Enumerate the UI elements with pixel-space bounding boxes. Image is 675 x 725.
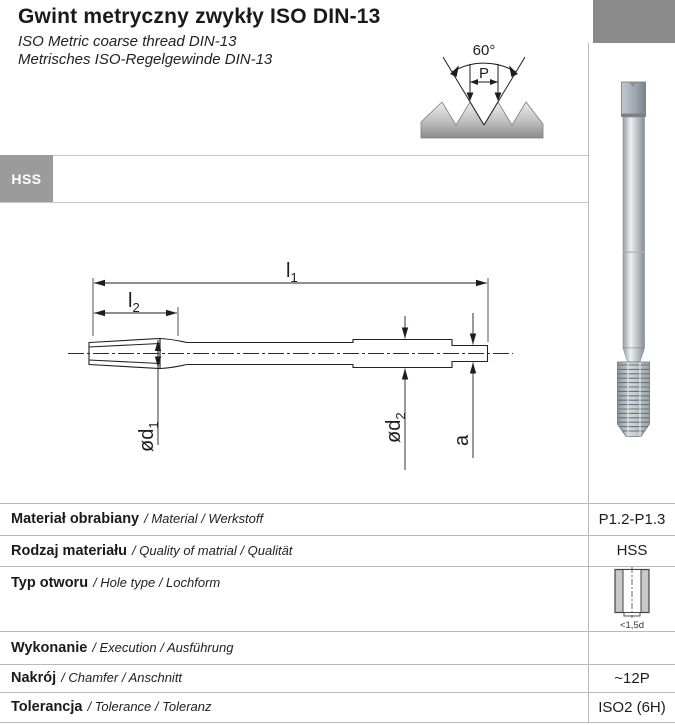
extension-lines bbox=[93, 278, 488, 342]
square-a-label: a bbox=[451, 434, 473, 446]
length-l2-label: $l_2$ bbox=[128, 290, 140, 315]
hss-band-bottom-line bbox=[0, 202, 588, 203]
page-title: Gwint metryczny zwykły ISO DIN-13 bbox=[18, 5, 381, 28]
row-value bbox=[589, 566, 675, 631]
row-label: Wykonanie / Execution / Ausführung bbox=[11, 639, 234, 656]
corner-gray-box bbox=[593, 0, 675, 43]
subtitle-english: ISO Metric coarse thread DIN-13 bbox=[18, 33, 237, 50]
diameter-d1-label: $ød_1$ bbox=[136, 421, 161, 452]
row-label: Rodzaj materiału / Quality of matrial / Qualität bbox=[11, 542, 293, 559]
pitch-label: P bbox=[478, 65, 490, 82]
through-hole-icon bbox=[613, 567, 651, 619]
hole-depth-caption: <1,5d bbox=[619, 619, 645, 631]
subtitle-german: Metrisches ISO-Regelgewinde DIN-13 bbox=[18, 51, 273, 68]
pitch-arrow-out-right bbox=[490, 79, 498, 85]
table-row-chamfer bbox=[0, 664, 675, 692]
tap-collar bbox=[621, 114, 646, 118]
tap-threaded-section bbox=[618, 362, 650, 437]
table-row-quality bbox=[0, 535, 675, 566]
row-label: Materiał obrabiany / Material / Werkstoff bbox=[11, 511, 264, 527]
row-value: P1.2-P1.3 bbox=[598, 510, 666, 528]
row-label: Tolerancja / Tolerance / Toleranz bbox=[11, 699, 212, 715]
hss-band-top-line bbox=[0, 155, 588, 156]
row-label: Nakrój / Chamfer / Anschnitt bbox=[11, 670, 183, 686]
table-row-hole-type bbox=[0, 566, 675, 631]
row-value: ISO2 (6H) bbox=[598, 698, 666, 716]
length-l1-label: $l_1$ bbox=[286, 260, 298, 285]
diameter-d2-label: $ød_2$ bbox=[383, 412, 408, 443]
table-row-execution bbox=[0, 631, 675, 664]
pitch-arrow-out-left bbox=[470, 79, 478, 85]
tap-shank-joint-line bbox=[623, 252, 645, 253]
angle-label: 60° bbox=[472, 42, 496, 59]
tap-dimension-drawing bbox=[0, 260, 560, 480]
table-row-material bbox=[0, 503, 675, 535]
thread-profile-diagram bbox=[405, 40, 555, 144]
table-line bbox=[0, 722, 675, 723]
tap-square-end bbox=[622, 82, 646, 115]
row-value: HSS bbox=[616, 542, 648, 559]
tap-shank bbox=[623, 117, 645, 348]
row-label: Typ otworu / Hole type / Lochform bbox=[11, 575, 221, 591]
hss-badge: HSS bbox=[0, 155, 53, 202]
tap-neck bbox=[623, 348, 645, 362]
row-value bbox=[589, 631, 675, 664]
tap-photo bbox=[585, 75, 675, 445]
thread-teeth-shape bbox=[421, 102, 543, 138]
row-value: ~12P bbox=[614, 669, 650, 687]
table-row-tolerance bbox=[0, 692, 675, 722]
